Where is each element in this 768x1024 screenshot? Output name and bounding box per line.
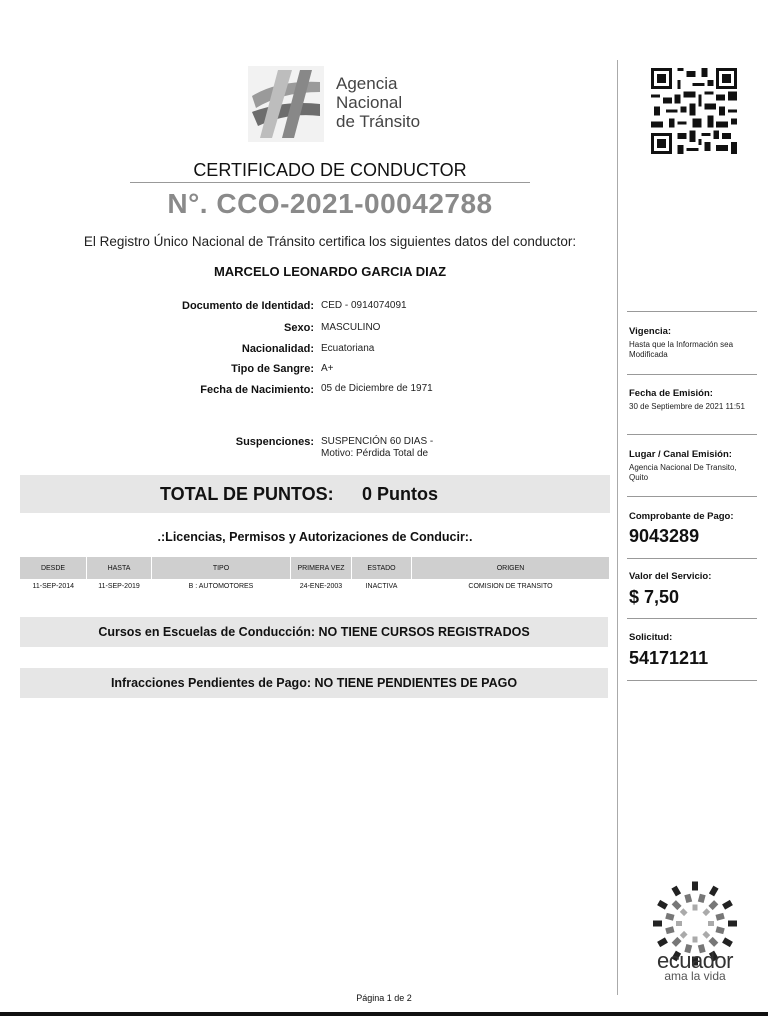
sidebar-divider <box>617 60 618 995</box>
licenses-table <box>20 557 610 593</box>
ecuador-brand: ecuador <box>656 948 733 973</box>
col-desde: DESDE <box>20 557 87 579</box>
intro-text: El Registro Único Nacional de Tránsito certifica los siguientes datos del conductor: <box>83 234 577 249</box>
field-value-document: CED - 0914074091 <box>321 300 407 311</box>
table-row <box>20 579 610 593</box>
comprobante-label: Comprobante de Pago: <box>629 511 734 522</box>
licenses-header-row <box>20 557 610 579</box>
suspensions-label: Suspenciones: <box>235 436 314 448</box>
field-value-blood: A+ <box>321 363 334 374</box>
certificate-title: CERTIFICADO DE CONDUCTOR <box>193 160 467 180</box>
agency-line-1: Agencia <box>336 74 398 93</box>
sidebar-rule <box>627 374 757 375</box>
col-primera-vez: PRIMERA VEZ <box>291 557 352 579</box>
infractions-bar: Infracciones Pendientes de Pago: NO TIENE PENDIENTES DE PAGO <box>20 668 608 698</box>
courses-bar: Cursos en Escuelas de Conducción: NO TIENE CURSOS REGISTRADOS <box>20 617 608 647</box>
cell-desde: 11-SEP-2014 <box>32 582 74 590</box>
total-points-value: 0 Puntos <box>362 484 439 504</box>
lugar-label: Lugar / Canal Emisión: <box>629 449 732 460</box>
col-hasta: HASTA <box>87 557 152 579</box>
sidebar-rule <box>627 434 757 435</box>
bottom-border <box>0 1012 768 1016</box>
licenses-title: .:Licencias, Permisos y Autorizaciones de Conducir:. <box>157 530 473 544</box>
cell-origen: COMISION DE TRANSITO <box>468 582 553 590</box>
total-points-box <box>20 475 610 513</box>
agency-line-3: de Tránsito <box>336 112 421 131</box>
emision-label: Fecha de Emisión: <box>629 388 713 399</box>
field-label-birthdate: Fecha de Nacimiento: <box>200 384 314 396</box>
field-value-birthdate: 05 de Diciembre de 1971 <box>321 383 433 394</box>
solicitud-value: 54171211 <box>629 648 709 668</box>
sidebar-rule <box>627 680 757 681</box>
ecuador-tagline: ama la vida <box>664 969 726 983</box>
col-tipo: TIPO <box>152 557 291 579</box>
sidebar-rule <box>627 311 757 312</box>
agency-name <box>336 74 420 131</box>
valor-label: Valor del Servicio: <box>629 571 712 582</box>
cell-primera-vez: 24-ENE-2003 <box>299 582 343 590</box>
col-origen: ORIGEN <box>412 557 610 579</box>
suspensions-value <box>321 436 521 460</box>
total-points-label: TOTAL DE PUNTOS: <box>160 484 334 504</box>
emision-value: 30 de Septiembre de 2021 11:51 <box>629 402 745 411</box>
cell-hasta: 11-SEP-2019 <box>98 582 140 590</box>
field-label-blood: Tipo de Sangre: <box>231 363 314 375</box>
qr-code-icon <box>651 68 737 154</box>
agency-line-2: Nacional <box>336 93 403 112</box>
cell-tipo: B : AUTOMOTORES <box>188 582 254 590</box>
vigencia-label: Vigencia: <box>629 326 672 337</box>
sidebar-rule <box>627 558 757 559</box>
lugar-value: Agencia Nacional De Transito, Quito <box>629 463 737 482</box>
field-label-document: Documento de Identidad: <box>182 300 314 312</box>
title-divider <box>130 182 530 183</box>
solicitud-label: Solicitud: <box>629 632 673 643</box>
driver-name: MARCELO LEONARDO GARCIA DIAZ <box>213 264 447 279</box>
agency-logo <box>248 66 428 142</box>
comprobante-value: 9043289 <box>629 526 700 546</box>
certificate-number: N°. CCO-2021-00042788 <box>167 188 493 219</box>
field-value-sex: MASCULINO <box>321 322 381 333</box>
sidebar-rule <box>627 496 757 497</box>
agency-logo-mark-icon <box>248 66 324 142</box>
field-label-nationality: Nacionalidad: <box>241 343 314 355</box>
col-estado: ESTADO <box>352 557 412 579</box>
valor-value: $ 7,50 <box>629 587 680 607</box>
vigencia-value: Hasta que la Información sea Modificada <box>629 340 734 359</box>
suspensions-line-1: SUSPENCIÓN 60 DIAS - <box>321 436 434 447</box>
sidebar-rule <box>627 618 757 619</box>
suspensions-line-2: Motivo: Pérdida Total de <box>321 448 429 459</box>
field-value-nationality: Ecuatoriana <box>321 343 375 354</box>
page-number: Página 1 de 2 <box>356 993 412 1003</box>
field-label-sex: Sexo: <box>284 322 314 334</box>
cell-estado: INACTIVA <box>365 582 398 590</box>
